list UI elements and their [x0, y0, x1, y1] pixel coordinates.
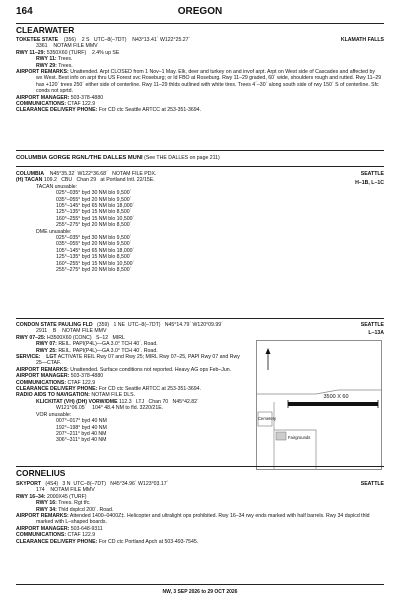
chart-ref: SEATTLE [360, 171, 384, 177]
airport-dist: 3 N [62, 481, 71, 487]
tacan-line: 035°–055° byd 20 NM blo 9,500´ [56, 196, 132, 203]
xref-columbia-gorge [16, 155, 384, 161]
tacan-line: 105°–145° byd 65 NM blo 18,000´ [56, 203, 135, 210]
clearance-value: For CD ctc Seattle ARTCC at 253-351-3694. [98, 386, 201, 393]
tacan-line: 025°–035° byd 30 NM blo 9,500´ [56, 190, 132, 197]
vortac-name: KLICKITAT (VH) (DH) VORW/DME [36, 398, 118, 405]
airport-elev: 2911 [36, 328, 48, 335]
dme-line: 160°–255° byd 15 NM blo 10,500´ [56, 260, 135, 267]
notam-file: NOTAM FILE MMV [50, 487, 95, 494]
runway-strength: S–12 [95, 334, 109, 341]
manager-label: AIRPORT MANAGER: [16, 94, 70, 101]
airport-dist: 1 NE [113, 322, 125, 328]
remarks-text: Unattended. Arpt CLOSED from 1 Nov–1 May. Elk, deer and turkey on and invof arpt. Arpt on West side of Cascades and affected by wx West. Best info on arpt thru US Forest svc Roseburg; or ld FBO at Roseburg. Rwy 11–29 graded, 60´ wide, shoulders rough and rutted. Rwy 11–29 has +120´ trees 250´ either side of centerline. Rwy 11–29 thlds outlined with white tires. Trees 4´–30´ along south side of rwy 150´ S of centerline. Sfc conds not sprtd. [36, 69, 382, 95]
tacan-unusable-label: TACAN unusable: [36, 183, 78, 190]
runway-end-label: RWY 29: [36, 62, 57, 69]
page-header [16, 6, 384, 21]
dme-line: 105°–145° byd 65 NM blo 18,000´ [56, 247, 135, 254]
tacan-freq: 109.2 [43, 177, 57, 184]
vortac-coords: N45°42.82´ [172, 398, 199, 405]
tacan-line: 160°–255° byd 15 NM blo 10,500´ [56, 215, 135, 222]
notam-file: NOTAM FILE MMV [62, 328, 107, 335]
north-arrow-icon [266, 348, 271, 370]
chart-ref: SEATTLE [360, 322, 384, 328]
runway-end-label: RWY 34: [36, 506, 57, 513]
chart-ref: SEATTLE [360, 481, 384, 487]
clearance-label: CLEARANCE DELIVERY PHONE: [16, 386, 98, 393]
dme-line: 125°–135° byd 15 NM blo 8,500´ [56, 254, 132, 261]
comm-label: COMMUNICATIONS: [16, 101, 67, 108]
remarks-label: AIRPORT REMARKS: [16, 513, 69, 520]
header-rule [16, 23, 384, 24]
runway-end-value: REIL. PAPI(P4L)—GA 3.0° TCH 40´. Road. [58, 341, 158, 348]
airport-diagram [256, 340, 382, 470]
airport-id: (4S4) [45, 481, 59, 487]
runway-gradient: 2.4% up SE [91, 49, 120, 56]
vortac-freq: 112.3 [119, 398, 132, 405]
cemetery-label: Cemetery [258, 416, 277, 421]
dme-line: 025°–035° byd 30 NM blo 9,500´ [56, 235, 132, 242]
runway-end-label: RWY 07: [36, 341, 57, 348]
runway-value: 5350X60 (TURF) [46, 49, 87, 56]
runway-end-value: Trees. Rgt tfc. [58, 500, 91, 507]
airport-utc: UTC–8(–7DT) [73, 481, 106, 487]
airport-utc: UTC–8(–7DT) [127, 322, 161, 328]
tacan-loc: at Portland Intl. 22/15E. [100, 177, 155, 184]
manager-label: AIRPORT MANAGER: [16, 373, 70, 380]
runway-end-value: Thld dsplcd 200´. Road. [58, 506, 114, 513]
runway-label: RWY 16–34: [16, 493, 46, 500]
runway-label: RWY 11–29: [16, 49, 46, 56]
runway-end-label: RWY 25: [36, 347, 57, 354]
airport-name[interactable]: TOKETEE STATE [16, 37, 59, 43]
comm-value: CTAF 122.9 [67, 101, 96, 108]
service-label: SERVICE: [16, 354, 41, 361]
divider [16, 466, 384, 467]
city-cornelius: CORNELIUS [16, 468, 66, 478]
runway-lighting: MIRL [112, 334, 125, 341]
runway-end-value: Trees. [58, 62, 73, 69]
airport-id: (359) [97, 322, 110, 328]
airport-elev: 174 [36, 487, 45, 494]
airport-toketee [16, 37, 384, 114]
state-title: OREGON [177, 6, 223, 17]
runway-value: 2000X45 (TURF) [46, 493, 87, 500]
fairgrounds-area [276, 432, 286, 440]
tacan-label: (H) TACAN [16, 177, 43, 184]
runway-end-value: Trees. [57, 56, 73, 63]
xref-see: (See THE DALLES on page 211) [144, 155, 220, 161]
divider [16, 318, 384, 319]
dme-unusable-label: DME unusable: [36, 228, 72, 235]
remarks-label: AIRPORT REMARKS: [16, 69, 69, 76]
vor-line: 192°–198° byd 40 NM [56, 424, 107, 431]
comm-value: CTAF 122.9 [67, 532, 96, 539]
airport-dist: 2 S [81, 37, 90, 43]
dme-line: 035°–055° byd 20 NM blo 9,500´ [56, 241, 132, 248]
manager-phone: 503-378-4880 [70, 373, 104, 380]
city-condon: CONDON [16, 322, 40, 328]
runway-dim-label: 3500 X 60 [323, 394, 349, 400]
divider [16, 150, 384, 151]
runway-label: RWY 07–25: [16, 334, 46, 341]
notam-file: NOTAM FILE MMV [53, 43, 98, 50]
airport-skyport [16, 481, 384, 545]
navaid-name[interactable]: COLUMBIA [16, 171, 44, 177]
notam-file: NOTAM FILE PDX. [112, 171, 157, 177]
service-text: ACTIVATE REIL Rwy 07 and Rwy 25; MIRL Rwy 07–25, PAPI Rwy 07 and Rwy 25—CTAF. [36, 354, 240, 367]
footer-rule [16, 584, 384, 585]
remarks-label: AIRPORT REMARKS: [16, 366, 69, 373]
vortac-chan: Chan 70 [148, 398, 169, 405]
remarks-text: Attended 1400–0400Z‡. Helicopter and ultralight ops prohibited. Rwy 16–34 rwy ends marked with half barrels. Rwy 34 dsplcd thld marked with L–shaped boards. [36, 513, 370, 526]
clearance-value: For CD ctc Portland Apch at 503-493-7545. [98, 538, 199, 545]
divider [16, 166, 384, 167]
fairgrounds-label: Fairgrounds [288, 435, 311, 440]
clearance-label: CLEARANCE DELIVERY PHONE: [16, 538, 98, 545]
vor-line: 207°–211° byd 40 NM [56, 430, 107, 437]
clearance-value: For CD ctc Seattle ARTCC at 253-351-3694. [98, 107, 201, 114]
remarks-text: Unattended. Surface conditions not reported. Heavy AG ops Feb–Jun. [70, 366, 232, 373]
vor-unusable-label: VOR unusable: [36, 411, 72, 418]
chart-ref-2: L–13A [368, 330, 384, 336]
comm-label: COMMUNICATIONS: [16, 532, 67, 539]
airport-utc: UTC–8(–7DT) [93, 37, 127, 43]
radio-value: NOTAM FILE DLS. [91, 392, 136, 399]
manager-label: AIRPORT MANAGER: [16, 525, 70, 532]
page-number: 164 [16, 6, 33, 17]
footer-dates: NW, 3 SEP 2026 to 29 OCT 2026 [162, 589, 238, 595]
manager-phone: 503-378-4880 [70, 94, 104, 101]
tacan-ident: CBU [61, 177, 73, 184]
vortac-ident: LTJ [135, 398, 145, 405]
airport-coords: N43°13.41´ W122°25.27´ [132, 37, 191, 43]
service-lgt: LGT [46, 354, 57, 361]
navaid-columbia [16, 171, 384, 274]
clearance-label: CLEARANCE DELIVERY PHONE: [16, 107, 98, 114]
comm-value: CTAF 122.9 [67, 379, 96, 386]
airport-coords: N45°14.79´ W120°09.99´ [164, 322, 223, 328]
vor-line: 306°–311° byd 40 NM [56, 437, 107, 444]
tacan-chan: Chan 29 [76, 177, 97, 184]
airport-name[interactable]: STATE PAULING FLD [40, 322, 93, 328]
comm-label: COMMUNICATIONS: [16, 379, 67, 386]
tacan-line: 125°–135° byd 15 NM blo 8,500´ [56, 209, 132, 216]
runway-end-label: RWY 11: [36, 56, 57, 63]
vortac-loc: 104° 48.4 NM to fld. 3220/21E. [92, 405, 164, 412]
chart-ref-2: H–1B, L–1C [355, 180, 384, 186]
runway-end-label: RWY 16: [36, 500, 57, 507]
airport-id: (356) [63, 37, 76, 43]
airport-name[interactable]: SKYPORT [16, 481, 42, 487]
airport-coords: N45°34.96´ W123°03.17´ [110, 481, 169, 487]
road-line [256, 390, 382, 394]
dme-line: 255°–275° byd 20 NM blo 8,500´ [56, 267, 132, 274]
tacan-line: 255°–275° byd 20 NM blo 8,500´ [56, 222, 132, 229]
city-clearwater: CLEARWATER [16, 25, 75, 35]
fuel: B [52, 328, 57, 335]
runway-end-value: REIL. PAPI(P4L)—GA 3.0° TCH 40´. Road. [58, 347, 158, 354]
runway-value: H3500X60 (CONC) [46, 334, 92, 341]
vortac-coords-2: W121°06.05´ [56, 405, 87, 412]
manager-phone: 503-648-9311 [70, 525, 103, 532]
runway-bar [288, 400, 378, 408]
radio-label: RADIO AIDS TO NAVIGATION: [16, 392, 90, 399]
xref-name[interactable]: COLUMBIA GORGE RGNL/THE DALLES MUNI [16, 155, 143, 161]
navaid-coords: N45°35.32´ W122°36.68´ [49, 171, 108, 177]
chart-ref: KLAMATH FALLS [340, 37, 384, 43]
vor-line: 007°–017° byd 40 NM [56, 418, 107, 425]
airport-elev: 3361 [36, 43, 48, 50]
